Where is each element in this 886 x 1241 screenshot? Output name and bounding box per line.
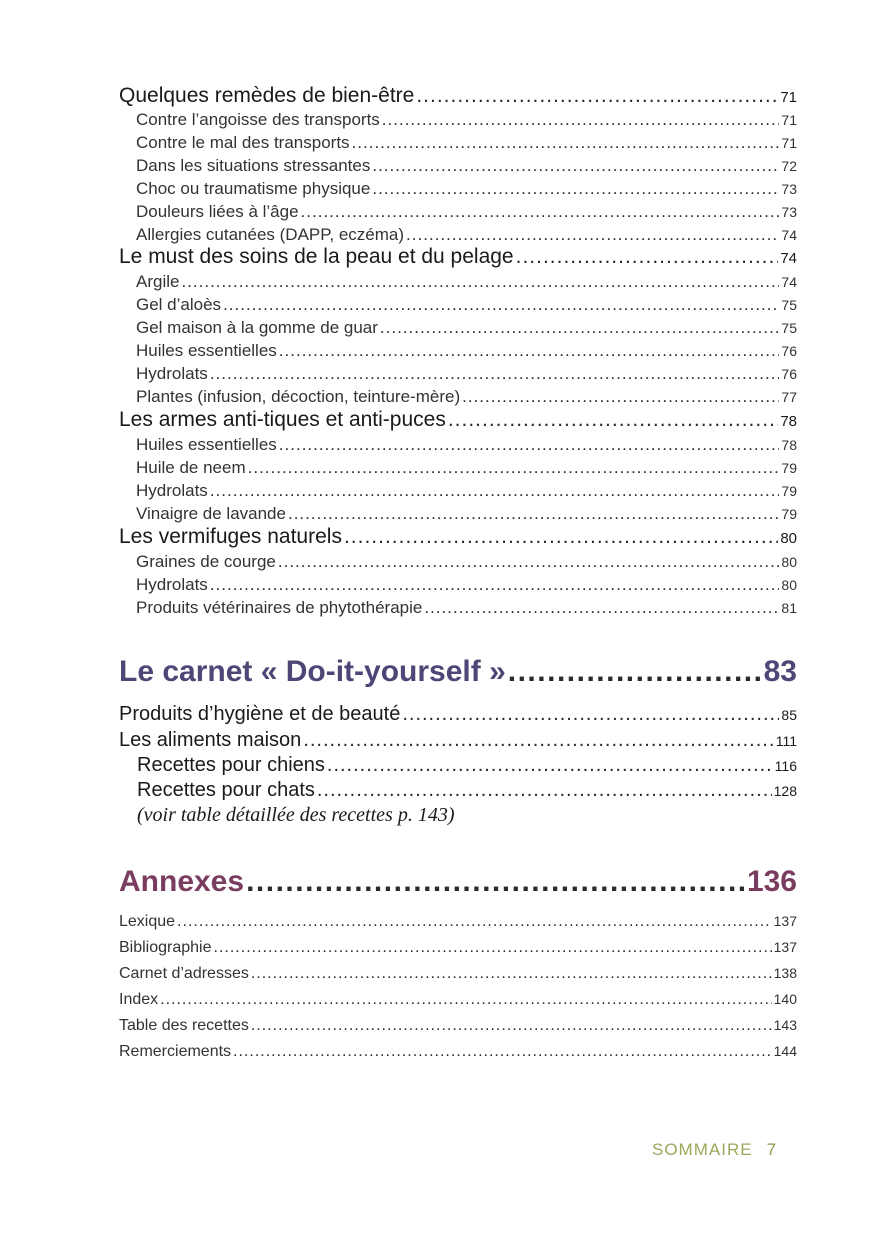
leader-dots	[424, 598, 779, 618]
toc-page-number: 140	[773, 991, 797, 1007]
toc-entry-label: Lexique	[119, 913, 176, 930]
toc-entry[interactable]	[119, 202, 797, 222]
leader-dots	[210, 364, 780, 384]
toc-page-number: 137	[773, 913, 797, 929]
toc-entry[interactable]	[119, 779, 797, 802]
toc-section-title: Le must des soins de la peau et du pelage	[119, 245, 514, 268]
leader-dots	[317, 779, 772, 802]
toc-part-title: Le carnet « Do-it-yourself »	[119, 655, 506, 688]
toc-entry-label: Hydrolats	[136, 575, 208, 594]
toc-entry-label: Dans les situations stressantes	[136, 156, 371, 175]
toc-page-number: 116	[774, 758, 797, 774]
toc-note: (voir table détaillée des recettes p. 143)	[137, 804, 455, 826]
leader-dots	[327, 754, 773, 777]
toc-entry[interactable]	[119, 133, 797, 153]
toc-page-number: 72	[781, 158, 797, 174]
toc-section-title: Les armes anti-tiques et anti-puces	[119, 408, 446, 431]
toc-entry[interactable]	[119, 435, 797, 455]
leader-dots	[416, 84, 778, 108]
footer-section-label: SOMMAIRE	[652, 1140, 753, 1159]
toc-page-number: 76	[781, 343, 797, 359]
toc-page-number: 85	[781, 707, 797, 723]
toc-entry-label: Carnet d’adresses	[119, 965, 249, 982]
leader-dots	[279, 341, 780, 361]
toc-entry[interactable]	[119, 179, 797, 199]
toc-entry[interactable]	[119, 272, 797, 292]
toc-entry-label: Huile de neem	[136, 458, 246, 477]
leader-dots	[278, 552, 780, 572]
toc-page-number: 71	[780, 89, 797, 106]
toc-entry[interactable]	[119, 965, 797, 983]
toc-entry[interactable]	[119, 341, 797, 361]
toc-entry-label: Table des recettes	[119, 1017, 249, 1034]
toc-page-number: 74	[780, 250, 797, 267]
leader-dots	[251, 1017, 772, 1035]
toc-entry-label: Allergies cutanées (DAPP, eczéma)	[136, 225, 405, 244]
toc-entry-label: Vinaigre de lavande	[136, 504, 286, 523]
toc-section-skin[interactable]	[119, 245, 797, 269]
toc-page-number: 78	[781, 437, 797, 453]
leader-dots	[508, 655, 762, 689]
toc-entry[interactable]	[119, 575, 797, 595]
toc-page-number: 75	[781, 320, 797, 336]
toc-entry-label: Choc ou traumatisme physique	[136, 179, 371, 198]
toc-page-number: 73	[781, 181, 797, 197]
toc-entry-label: Huiles essentielles	[136, 341, 277, 360]
toc-page-number: 76	[781, 366, 797, 382]
toc-part-diy[interactable]	[119, 655, 797, 689]
toc-page-number: 83	[763, 655, 797, 688]
page-footer	[652, 1140, 777, 1160]
toc-page-number: 78	[780, 413, 797, 430]
leader-dots	[344, 525, 778, 549]
toc-section-title: Produits d’hygiène et de beauté	[119, 703, 401, 725]
toc-entry[interactable]	[119, 110, 797, 130]
toc-entry[interactable]	[119, 295, 797, 315]
footer-page-number: 7	[766, 1140, 778, 1159]
leader-dots	[251, 965, 772, 983]
leader-dots	[516, 245, 779, 269]
toc-page-number: 79	[781, 460, 797, 476]
toc-entry[interactable]	[119, 939, 797, 957]
leader-dots	[288, 504, 779, 524]
toc-page-number: 144	[773, 1043, 797, 1059]
toc-page-number: 111	[775, 733, 797, 749]
toc-entry[interactable]	[119, 318, 797, 338]
leader-dots	[462, 387, 779, 407]
toc-page-number: 74	[781, 227, 797, 243]
toc-page-number: 80	[781, 577, 797, 593]
toc-entry[interactable]	[119, 364, 797, 384]
toc-entry[interactable]	[119, 991, 797, 1009]
toc-entry[interactable]	[119, 1043, 797, 1061]
toc-entry[interactable]	[119, 156, 797, 176]
toc-page-number: 137	[773, 939, 797, 955]
leader-dots	[372, 156, 779, 176]
toc-section-title: Les vermifuges naturels	[119, 525, 342, 548]
leader-dots	[210, 575, 780, 595]
toc-entry[interactable]	[119, 754, 797, 777]
toc-entry-label: Recettes pour chats	[137, 779, 315, 801]
leader-dots	[210, 481, 780, 501]
leader-dots	[448, 408, 778, 432]
leader-dots	[246, 865, 745, 899]
leader-dots	[380, 318, 780, 338]
toc-page-number: 79	[781, 483, 797, 499]
leader-dots	[181, 272, 779, 292]
toc-entry-label: Hydrolats	[136, 481, 208, 500]
toc-entry-label: Plantes (infusion, décoction, teinture-mère)	[136, 387, 461, 406]
toc-entry-label: Bibliographie	[119, 939, 212, 956]
toc-entry-label: Graines de courge	[136, 552, 276, 571]
toc-entry-label: Douleurs liées à l’âge	[136, 202, 299, 221]
toc-page-number: 80	[781, 554, 797, 570]
toc-page-number: 73	[781, 204, 797, 220]
toc-page-number: 136	[746, 865, 797, 898]
leader-dots	[177, 913, 772, 931]
toc-page-number: 143	[773, 1017, 797, 1033]
toc-section-hygiene[interactable]	[119, 703, 797, 726]
toc-page-number: 75	[781, 297, 797, 313]
leader-dots	[160, 991, 772, 1009]
toc-entry-label: Produits vétérinaires de phytothérapie	[136, 598, 423, 617]
toc-entry-label: Recettes pour chiens	[137, 754, 325, 776]
leader-dots	[214, 939, 772, 957]
leader-dots	[223, 295, 779, 315]
toc-entry-label: Gel d’aloès	[136, 295, 222, 314]
toc-part-title: Annexes	[119, 865, 245, 898]
leader-dots	[402, 703, 779, 726]
toc-page-number: 138	[773, 965, 797, 981]
toc-section-title: Quelques remèdes de bien-être	[119, 84, 415, 107]
toc-entry-label: Gel maison à la gomme de guar	[136, 318, 378, 337]
leader-dots	[301, 202, 780, 222]
toc-page-number: 79	[781, 506, 797, 522]
leader-dots	[382, 110, 780, 130]
toc-page-number: 71	[781, 112, 797, 128]
leader-dots	[372, 179, 779, 199]
toc-entry[interactable]	[119, 458, 797, 478]
leader-dots	[352, 133, 780, 153]
toc-section-wellbeing[interactable]	[119, 84, 797, 108]
toc-entry[interactable]	[119, 598, 797, 618]
toc-page-number: 71	[781, 135, 797, 151]
toc-section-food[interactable]	[119, 729, 797, 752]
toc-entry-label: Hydrolats	[136, 364, 208, 383]
toc-section-ticks[interactable]	[119, 408, 797, 432]
toc-page-number: 74	[781, 274, 797, 290]
toc-entry[interactable]	[119, 225, 797, 245]
toc-part-annexes[interactable]	[119, 865, 797, 899]
toc-entry[interactable]	[119, 481, 797, 501]
toc-page-number: 81	[781, 600, 797, 616]
toc-entry[interactable]	[119, 552, 797, 572]
toc-entry-label: Remerciements	[119, 1043, 232, 1060]
toc-entry[interactable]	[119, 1017, 797, 1035]
toc-entry-label: Argile	[136, 272, 180, 291]
toc-entry-label: Contre le mal des transports	[136, 133, 350, 152]
leader-dots	[406, 225, 779, 245]
toc-page-number: 128	[773, 783, 797, 799]
leader-dots	[303, 729, 773, 752]
toc-entry-label: Contre l’angoisse des transports	[136, 110, 380, 129]
leader-dots	[233, 1043, 772, 1061]
toc-section-title: Les aliments maison	[119, 729, 302, 751]
toc-entry-label: Huiles essentielles	[136, 435, 277, 454]
leader-dots	[279, 435, 780, 455]
toc-entry[interactable]	[119, 504, 797, 524]
toc-entry[interactable]	[119, 387, 797, 407]
toc-page-number: 77	[781, 389, 797, 405]
leader-dots	[248, 458, 780, 478]
toc-entry[interactable]	[119, 913, 797, 931]
toc-entry-label: Index	[119, 991, 159, 1008]
toc-section-worms[interactable]	[119, 525, 797, 549]
toc-page-number: 80	[780, 530, 797, 547]
